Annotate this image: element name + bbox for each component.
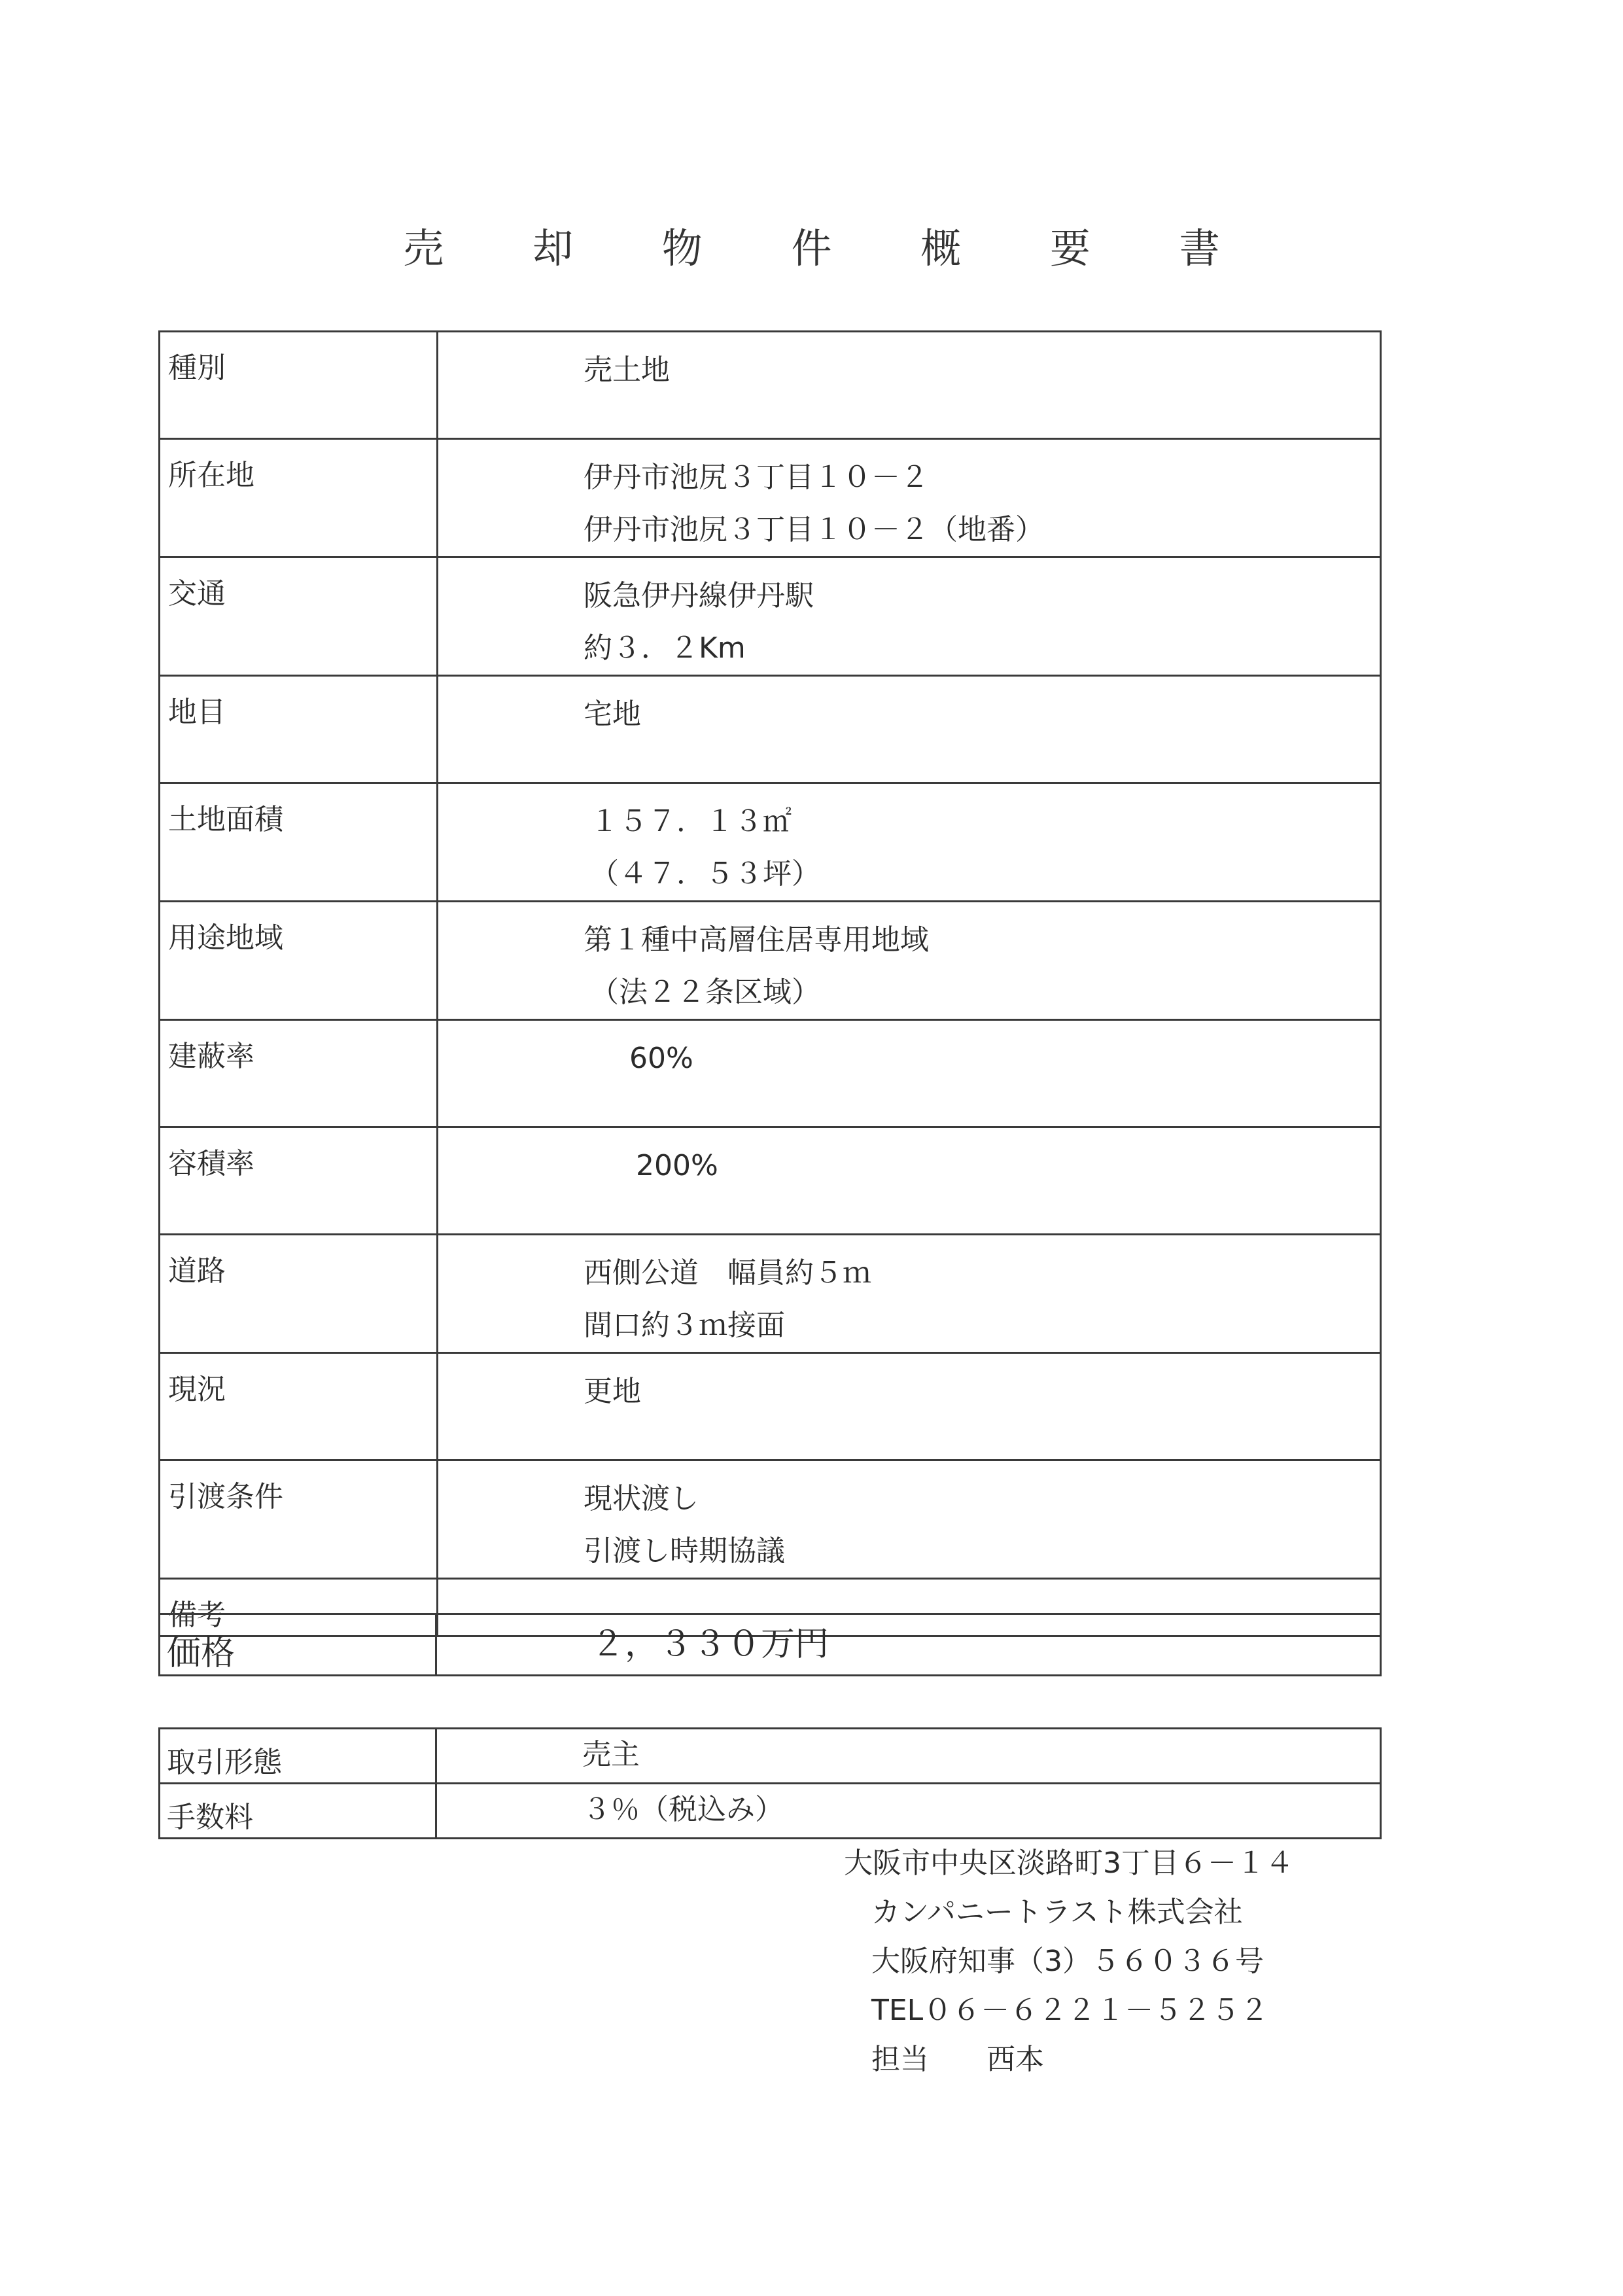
row-label-handover: 引渡条件 [160,1460,438,1579]
row-label-coverage-ratio: 建蔽率 [160,1020,438,1127]
value-line: 約３．２Km [584,631,746,665]
row-value-type [438,332,1381,439]
table-row [160,1784,1381,1839]
value-line: 売土地 [584,353,670,387]
value-line: （法２２条区域） [590,976,820,1009]
price-label: 価格 [160,1614,436,1676]
row-label-floor-area-ratio: 容積率 [160,1127,438,1235]
row-value-road [438,1235,1381,1353]
row-value-coverage-ratio [438,1020,1381,1127]
table-row [160,1127,1381,1235]
table-row [160,439,1381,557]
page-title: 売 却 物 件 概 要 書 [403,224,1258,272]
table-row [160,332,1381,439]
table-row [160,1235,1381,1353]
value-line: 伊丹市池尻３丁目１０－２ [584,461,929,494]
value-line: 200% [636,1149,718,1182]
transaction-type-value: 売主 [436,1729,1381,1784]
commission-label: 手数料 [160,1784,436,1839]
value-line: 伊丹市池尻３丁目１０－２（地番） [584,513,1044,546]
commission-value: ３％（税込み） [436,1784,1381,1839]
row-value-transport [438,557,1381,676]
value-line: 現状渡し [584,1482,699,1515]
company-contact: 担当 西本 [871,2043,1044,2076]
table-row [160,902,1381,1020]
row-value-floor-area-ratio [438,1127,1381,1235]
table-row [160,1020,1381,1127]
row-label-road: 道路 [160,1235,438,1353]
value-line: 更地 [584,1375,641,1408]
row-label-current-status: 現況 [160,1353,438,1460]
price-table [158,1613,1382,1676]
table-row [160,1353,1381,1460]
value-line: 第１種中高層住居専用地域 [584,923,929,957]
row-value-handover [438,1460,1381,1579]
row-label-location: 所在地 [160,439,438,557]
value-line: 60% [629,1042,693,1075]
table-row [160,676,1381,783]
price-value: ２，３３０万円 [436,1614,1381,1676]
value-line: 間口約３ｍ接面 [584,1309,785,1342]
value-line: 阪急伊丹線伊丹駅 [584,579,814,612]
row-value-land-category [438,676,1381,783]
row-label-land-area: 土地面積 [160,783,438,902]
table-row [160,1614,1381,1676]
table-row [160,557,1381,676]
company-info [844,1839,1294,2084]
company-license: 大阪府知事（3）５６０３６号 [871,1945,1264,1978]
value-line: １５７．１３㎡ [590,805,792,838]
row-value-land-area [438,783,1381,902]
row-value-current-status [438,1353,1381,1460]
table-row [160,783,1381,902]
value-line: 西側公道 幅員約５ｍ [584,1256,871,1290]
row-label-transport: 交通 [160,557,438,676]
row-label-type: 種別 [160,332,438,439]
row-label-zoning: 用途地域 [160,902,438,1020]
value-line: （４７．５３坪） [590,857,820,891]
transaction-table [158,1727,1382,1839]
row-value-location [438,439,1381,557]
value-line: 宅地 [584,698,641,731]
row-label-land-category: 地目 [160,676,438,783]
row-value-zoning [438,902,1381,1020]
company-tel: TEL０６－６２２１－５２５２ [871,1994,1269,2027]
company-address: 大阪市中央区淡路町3丁目６－１４ [844,1846,1294,1880]
property-details-table [158,330,1382,1637]
company-name: カンパニートラスト株式会社 [871,1896,1243,1929]
table-row [160,1460,1381,1579]
value-line: 引渡し時期協議 [584,1534,785,1568]
table-row [160,1729,1381,1784]
transaction-type-label: 取引形態 [160,1729,436,1784]
row-label-remarks: 備考 [160,1579,438,1636]
